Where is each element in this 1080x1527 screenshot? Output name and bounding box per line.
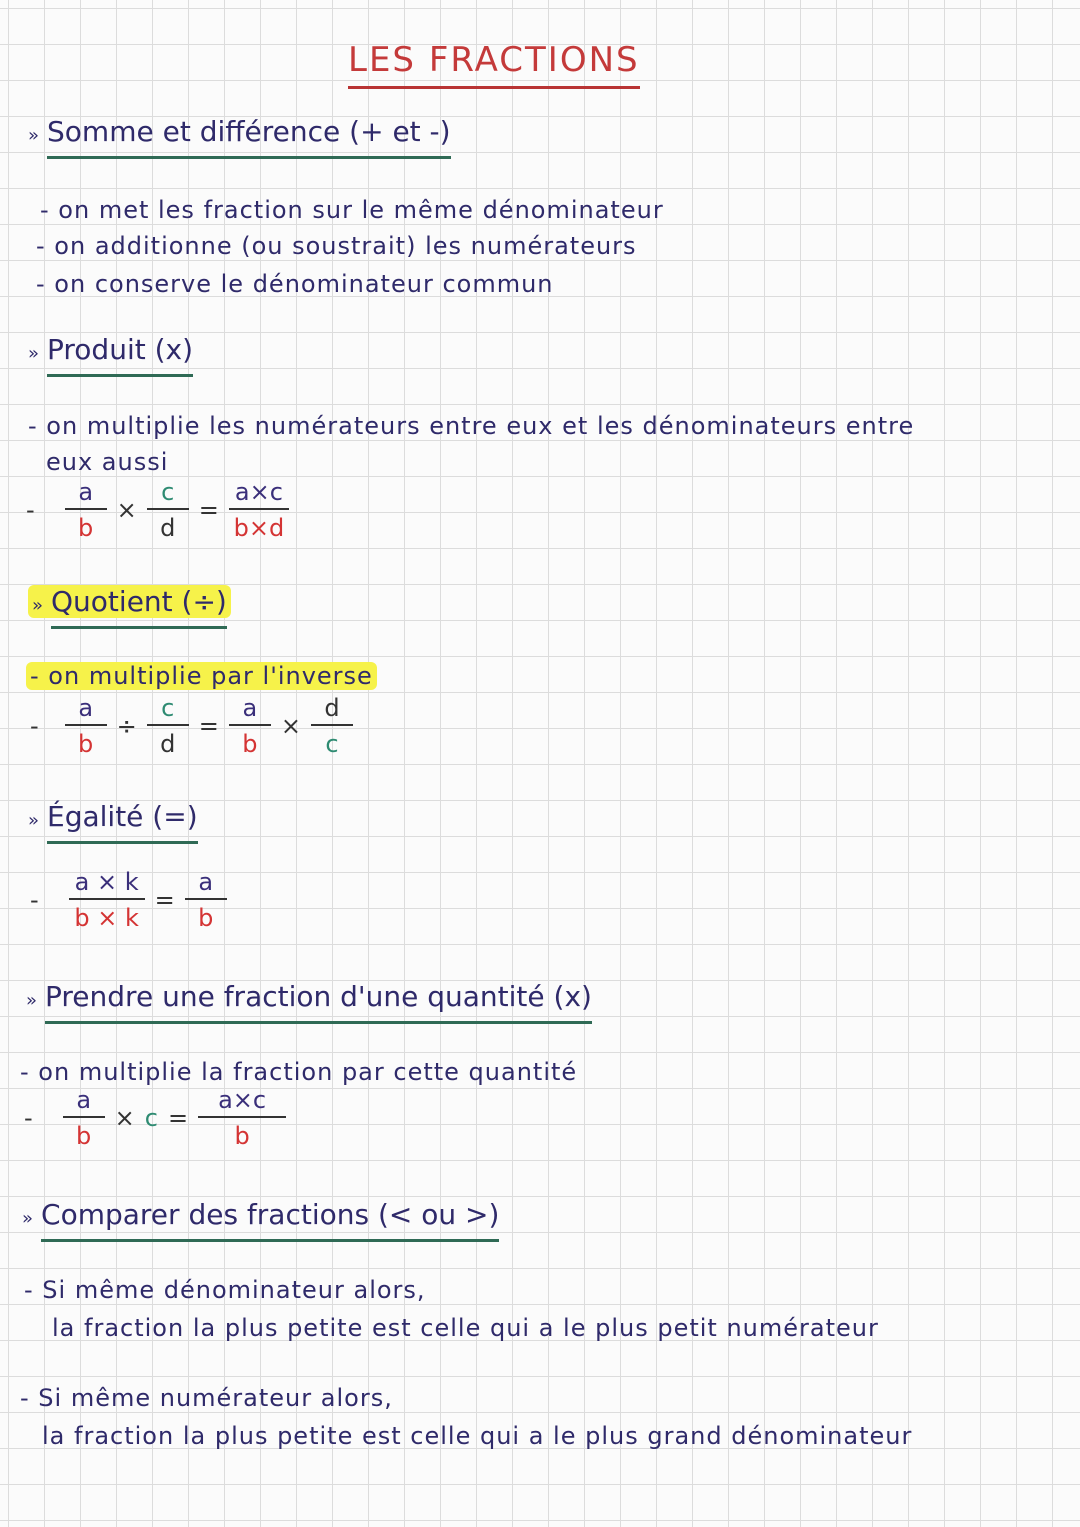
denominator: b: [78, 514, 94, 542]
numerator: d: [311, 694, 353, 726]
text-line: - on multiplie les numérateurs entre eux et les dénominateurs entre: [28, 412, 915, 440]
dash: -: [26, 496, 35, 524]
numerator: a: [65, 694, 107, 726]
bullet-icon: »: [28, 810, 40, 831]
heading-text: Prendre une fraction d'une quantité (x): [45, 980, 592, 1024]
text-line: - on multiplie la fraction par cette quantité: [20, 1058, 578, 1086]
numerator: a: [65, 478, 107, 510]
denominator: b: [78, 730, 94, 758]
heading-text: Produit (x): [47, 333, 193, 377]
denominator: b: [234, 1122, 250, 1150]
formula-quantite: [24, 1086, 286, 1150]
denominator: b × k: [74, 904, 139, 932]
bullet-icon: »: [32, 595, 44, 616]
equals-sign: =: [198, 496, 219, 524]
denominator: b×d: [233, 514, 285, 542]
text-line: - on additionne (ou soustrait) les numérateurs: [36, 232, 637, 260]
denominator: c: [325, 730, 339, 758]
dash: -: [24, 1104, 33, 1132]
bullet-icon: »: [22, 1208, 34, 1229]
text-line: - on conserve le dénominateur commun: [36, 270, 554, 298]
bullet-icon: »: [28, 125, 40, 146]
text-line: [26, 662, 377, 690]
quantity: c: [144, 1104, 158, 1132]
denominator: d: [160, 514, 176, 542]
page-title: LES FRACTIONS: [348, 40, 640, 89]
formula-quotient: [30, 694, 353, 758]
heading-text: Quotient (÷): [51, 585, 227, 629]
heading-prendre: [26, 980, 592, 1013]
numerator: a: [185, 868, 227, 900]
equals-sign: =: [167, 1104, 189, 1132]
numerator: a×c: [229, 478, 289, 510]
equals-sign: =: [154, 886, 175, 914]
denominator: b: [76, 1122, 92, 1150]
heading-quotient: [28, 585, 231, 618]
equals-sign: =: [198, 712, 219, 740]
denominator: b: [242, 730, 258, 758]
heading-text: Égalité (=): [47, 800, 198, 844]
numerator: a: [63, 1086, 105, 1118]
bullet-icon: »: [28, 343, 40, 364]
heading-text: Somme et différence (+ et -): [47, 115, 451, 159]
highlighted-text: - on multiplie par l'inverse: [26, 662, 377, 690]
text-line: - Si même numérateur alors,: [20, 1384, 393, 1412]
denominator: d: [160, 730, 176, 758]
text-line: - Si même dénominateur alors,: [24, 1276, 426, 1304]
divide-sign: ÷: [116, 712, 137, 740]
times-sign: ×: [280, 712, 301, 740]
numerator: a×c: [198, 1086, 286, 1118]
numerator: c: [147, 478, 189, 510]
times-sign: ×: [114, 1104, 135, 1132]
numerator: a: [229, 694, 271, 726]
formula-egalite: [30, 868, 227, 932]
denominator: b: [198, 904, 214, 932]
numerator: c: [147, 694, 189, 726]
bullet-icon: »: [26, 990, 38, 1011]
heading-comparer: [22, 1198, 499, 1231]
text-line: - on met les fraction sur le même dénominateur: [40, 196, 664, 224]
dash: -: [30, 886, 39, 914]
heading-text: Comparer des fractions (< ou >): [41, 1198, 499, 1242]
numerator: a × k: [69, 868, 145, 900]
formula-produit: [26, 478, 289, 542]
heading-egalite: [28, 800, 198, 833]
heading-somme: [28, 115, 451, 148]
times-sign: ×: [116, 496, 137, 524]
text-line: la fraction la plus petite est celle qui a le plus grand dénominateur: [42, 1422, 913, 1450]
dash: -: [30, 712, 39, 740]
heading-produit: [28, 333, 193, 366]
text-line: eux aussi: [46, 448, 169, 476]
text-line: la fraction la plus petite est celle qui a le plus petit numérateur: [52, 1314, 879, 1342]
